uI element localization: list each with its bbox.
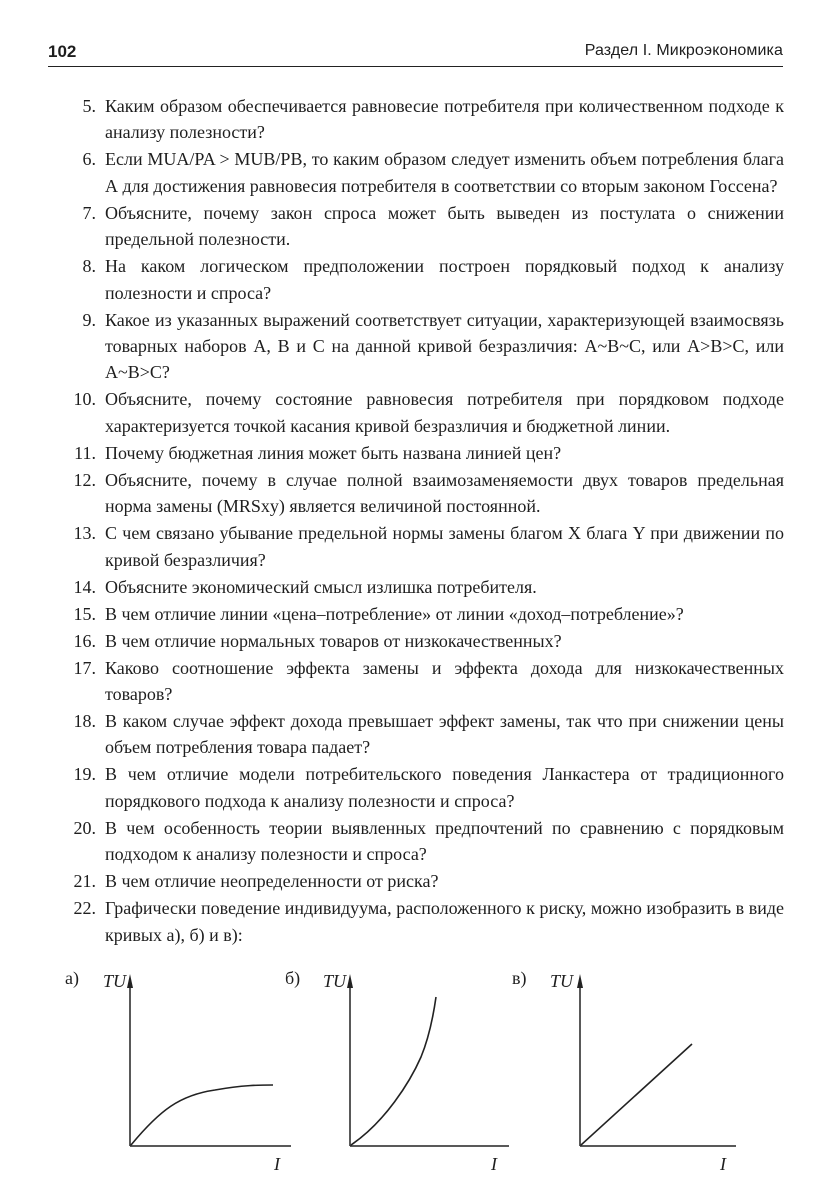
question-item [62,520,784,573]
question-item [62,761,784,814]
figure-c [512,962,752,1187]
question-number: 19. [73,764,96,785]
question-text: Какое из указанных выражений соответствует ситуации, характеризующей взаимосвязь товарных наборов А, В и С на данной кривой безразличия: А~В~С, или А>В>С, или А~В>С? [105,309,784,383]
question-number: 6. [82,149,96,170]
question-number: 9. [82,309,96,330]
question-number: 21. [73,871,96,892]
question-number: 8. [82,256,96,277]
question-item [62,386,784,439]
y-axis-arrow [577,974,583,988]
question-text: В чем отличие модели потребительского поведения Ланкастера от традиционного порядкового подхода к анализу полезности и спроса? [105,764,784,811]
figure-a-plot [65,962,305,1187]
question-item [62,574,784,600]
running-header [48,40,783,66]
question-number: 5. [82,96,96,116]
question-item [62,440,784,466]
question-text: Почему бюджетная линия может быть названа линией цен? [105,442,562,463]
question-text: Каково соотношение эффекта замены и эффекта дохода для низкокачественных товаров? [105,657,784,705]
figure-panel-label: в) [512,968,527,988]
question-item [62,93,784,146]
question-item [62,253,784,306]
y-axis-label: TU [323,971,347,991]
y-axis-label: TU [550,971,574,991]
x-axis-label: I [274,1154,280,1174]
question-text: С чем связано убывание предельной нормы замены благом X блага Y при движении по кривой безразличия? [105,523,784,570]
question-number: 12. [73,469,96,490]
utility-curve-convex [351,997,436,1145]
figure-panel-label: а) [65,968,79,988]
question-text: В чем особенность теории выявленных предпочтений по сравнению с порядковым подходом к анализу полезности и спроса? [105,817,784,865]
question-list [62,93,784,949]
question-text: Объясните, почему состояние равновесия потребителя при порядковом подходе характеризуется точкой касания кривой безразличия и бюджетной линии. [105,389,784,436]
y-axis-label: TU [103,971,127,991]
y-axis-arrow [347,974,353,988]
question-item [62,815,784,868]
question-number: 20. [73,817,96,838]
question-number: 16. [73,630,96,651]
question-number: 14. [73,576,96,597]
question-number: 10. [73,389,96,410]
y-axis-arrow [127,974,133,988]
question-item [62,467,784,520]
question-item [62,655,784,708]
page-number: 102 [48,42,77,61]
question-item [62,146,784,199]
question-text: В чем отличие нормальных товаров от низкокачественных? [105,630,562,651]
question-item [62,628,784,654]
figure-panel-label: б) [285,968,301,988]
question-item [62,868,784,894]
question-text: Если MUA/PA > MUB/PB, то каким образом следует изменить объем потребления блага А для достижения равновесия потребителя в соответствии со вторым законом Госсена? [105,149,784,196]
figure-b-plot [285,962,525,1187]
x-axis-label: I [491,1154,497,1174]
question-number: 15. [73,603,96,624]
question-text: В каком случае эффект дохода превышает эффект замены, так что при снижении цены объем потребления товара падает? [105,711,784,758]
section-title: Раздел I. Микроэкономика [584,42,783,59]
question-text: В чем отличие неопределенности от риска? [105,871,439,892]
question-text: Объясните экономический смысл излишка потребителя. [105,576,537,597]
utility-line-linear [581,1044,692,1145]
question-number: 22. [73,898,96,919]
question-text: Объясните, почему в случае полной взаимозаменяемости двух товаров предельная норма замены (MRSxy) является величиной постоянной. [105,469,784,517]
question-item [62,895,784,948]
figure-c-plot [512,962,752,1187]
question-item [62,200,784,253]
question-text: На каком логическом предположении построен порядковый подход к анализу полезности и спроса? [105,256,784,303]
question-item [62,708,784,761]
question-item [62,307,784,386]
figure-a [65,962,305,1187]
question-text: Графически поведение индивидуума, расположенного к риску, можно изобразить в виде кривых а), б) и в): [105,898,784,945]
question-number: 18. [73,711,96,732]
x-axis-label: I [720,1154,726,1174]
question-number: 13. [73,523,96,544]
utility-curve-concave [131,1085,273,1145]
figure-b [285,962,525,1187]
question-number: 7. [82,202,96,223]
question-text: Каким образом обеспечивается равновесие потребителя при количественном подходе к анализу полезности? [105,96,784,143]
question-text: Объясните, почему закон спроса может быть выведен из постулата о снижении предельной полезности. [105,202,784,250]
question-text: В чем отличие линии «цена–потребление» от линии «доход–потребление»? [105,603,684,624]
question-number: 17. [73,657,96,678]
question-number: 11. [74,442,96,463]
question-item [62,601,784,627]
header-rule [48,66,783,67]
